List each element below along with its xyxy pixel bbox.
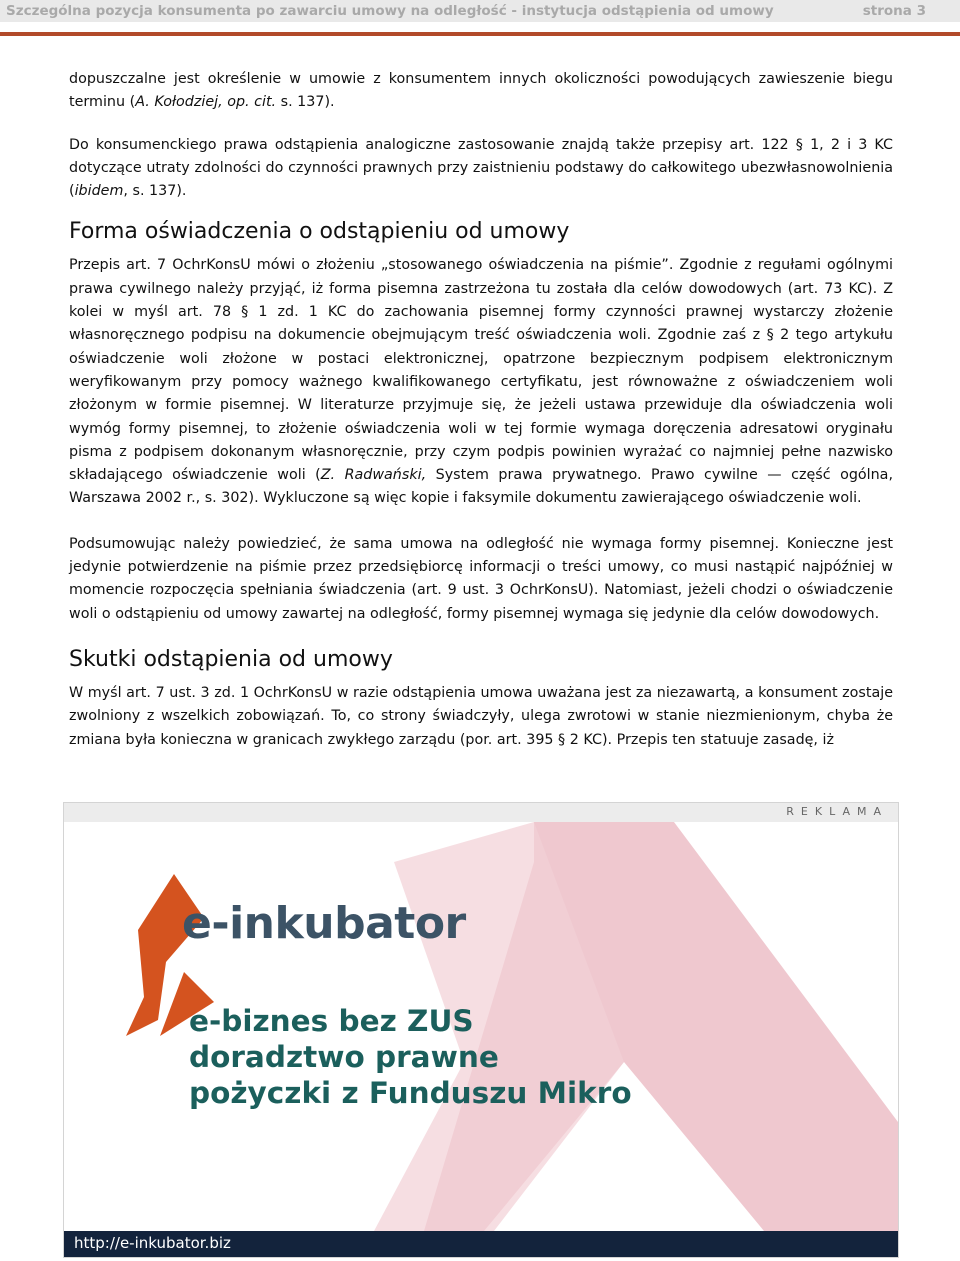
section-heading-skutki: Skutki odstąpienia od umowy [69,646,393,672]
ad-url-link[interactable]: http://e-inkubator.biz [74,1234,231,1252]
ad-url-bar [64,1231,898,1257]
ad-label: REKLAMA [786,805,888,818]
paragraph-summary: Podsumowując należy powiedzieć, że sama umowa na odległość nie wymaga formy pisemnej. Konieczne jest jedynie potwierdzenie na piśmie przez przedsiębiorcę informacji o treści umowy, co musi nastąpić najpóźniej w momencie rozpoczęcia spełniania świadczenia (art. 9 ust. 3 OchrKonsU). Natomiast, jeżeli chodzi o oświadczenie woli o odstąpieniu od umowy zawartej na odległość, formy pisemnej wymaga się jedynie dla celów dowodowych. [69,535,893,622]
citation-ibidem: ibidem [74,183,124,200]
advertisement-banner[interactable] [63,802,899,1258]
paragraph-skutki: W myśl art. 7 ust. 3 zd. 1 OchrKonsU w razie odstąpienia umowa uważana jest za niezawartą, a konsument zostaje zwolniony z wszelkich zobowiązań. To, co strony świadczyły, ulega zwrotowi w stanie niezmienionym, chyba że zmiana była konieczna w granicach zwykłego zarządu (por. art. 395 § 2 KC). Przepis ten statuuje zasadę, iż [69,684,893,748]
paragraph-forma [69,254,893,510]
document-title: Szczególna pozycja konsumenta po zawarciu umowy na odległość - instytucja odstąpienia od umowy [6,3,774,19]
text-run: , s. 137). [123,183,187,200]
text-run: Do konsumenckiego prawa odstąpienia analogiczne zastosowanie znajdą także przepisy art. 122 § 1, 2 i 3 KC dotyczące utraty zdolności do czynności prawnych przy zaistnieniu podstawy do całkowitego ubezwłasnowolnienia ( [69,136,893,200]
citation-author: A. Kołodziej, op. cit. [135,94,277,111]
document-body [69,68,893,752]
ad-line: doradztwo prawne [189,1040,499,1074]
citation-author: Z. Radwański, [320,467,427,484]
page-header [0,0,960,22]
paragraph-incapacity [69,134,893,204]
ad-line: pożyczki z Funduszu Mikro [189,1076,632,1110]
section-heading-forma: Forma oświadczenia o odstąpieniu od umowy [69,219,570,245]
text-run: dopuszczalne jest określenie w umowie z konsumentem innych okoliczności powodujących zawieszenie biegu terminu ( [69,71,893,111]
text-run: System prawa prywatnego. Prawo cywilne — część ogólna, Warszawa 2002 r., s. 302). Wykluczone są więc kopie i faksymile dokumentu zawierającego oświadczenie woli. [69,467,893,507]
header-divider [0,32,960,36]
page-number: strona 3 [862,3,926,19]
ad-services-list [189,1003,632,1111]
ad-label-bar [64,803,898,822]
ad-line: e-biznes bez ZUS [189,1004,474,1038]
text-run: s. 137). [276,94,335,111]
text-run: Przepis art. 7 OchrKonsU mówi o złożeniu „stosowanego oświadczenia na piśmie”. Zgodnie z regułami ogólnymi prawa cywilnego należy przyjąć, iż forma pisemna zastrzeżona tu została dla celów dowodowych (art. 73 KC). Z kolei w myśl art. 78 § 1 zd. 1 KC do zachowania pisemnej formy czynności prawnej wystarczy złożenie własnoręcznego podpisu na dokumencie obejmującym treść oświadczenia woli. Zgodnie zaś z § 2 tego artykułu oświadczenie woli złożone w postaci elektronicznej, opatrzone bezpiecznym podpisem elektronicznym weryfikowanym przy pomocy ważnego kwalifikowanego certyfikatu, jest równoważne z oświadczeniem woli złożonym w formie pisemnej. W literaturze przyjmuje się, że jeżeli ustawa przewiduje dla oświadczenia woli wymóg formy pisemnej, to złożenie oświadczenia woli w tej formie wymaga doręczenia adresatowi oryginału pisma z podpisem dokonanym własnoręcznie, przy czym podpis powinien wyrażać co najmniej pełne nazwisko składającego oświadczenie woli ( [69,257,893,484]
ad-logo-text: e-inkubator [182,898,466,949]
paragraph-continuation [69,68,893,115]
